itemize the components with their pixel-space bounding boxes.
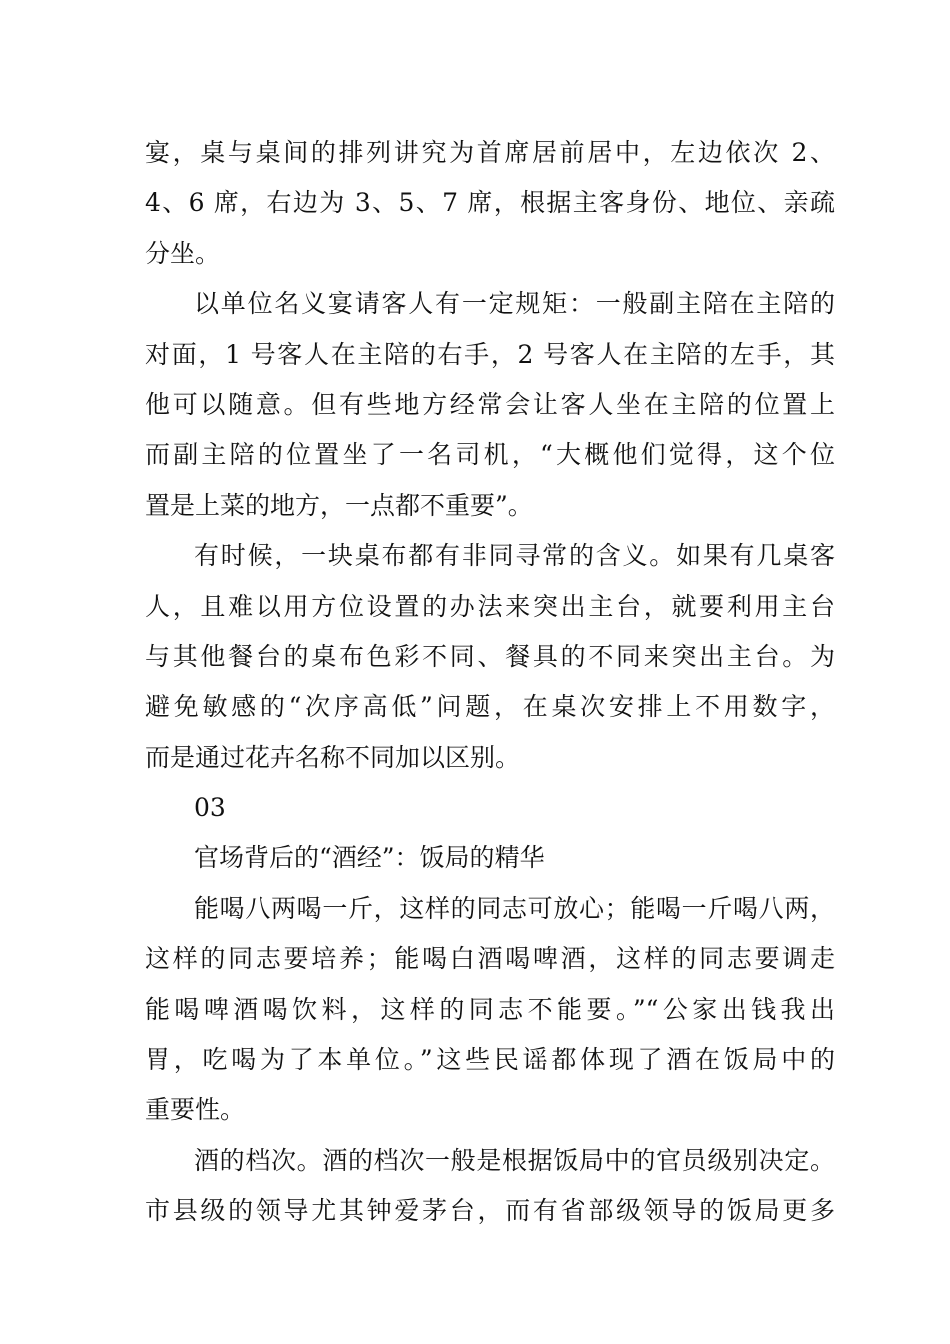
paragraph-liquor-grade bbox=[145, 1136, 835, 1237]
document-body bbox=[145, 128, 835, 1237]
text-line: 这样的同志要培养；能喝白酒喝啤酒，这样的同志要调走 bbox=[145, 944, 835, 974]
text-line: 避免敏感的“次序高低”问题，在桌次安排上不用数字， bbox=[145, 692, 835, 722]
text-line: 酒的档次。酒的档次一般是根据饭局中的官员级别决定。 bbox=[194, 1145, 835, 1175]
section-number bbox=[145, 783, 835, 833]
text-line: 而是通过花卉名称不同加以区别。 bbox=[145, 742, 521, 772]
text-line: 置是上菜的地方，一点都不重要”。 bbox=[145, 490, 533, 520]
paragraph-seating-order bbox=[145, 128, 835, 279]
text-line: 他可以随意。但有些地方经常会让客人坐在主陪的位置上 bbox=[145, 389, 835, 419]
text-line: 宴，桌与桌间的排列讲究为首席居前居中，左边依次 2、 bbox=[145, 138, 835, 167]
text-line: 重要性。 bbox=[145, 1095, 246, 1125]
section-heading-text: 官场背后的“酒经”：饭局的精华 bbox=[194, 843, 545, 873]
text-line: 能喝啤酒喝饮料，这样的同志不能要。”“公家出钱我出 bbox=[145, 994, 835, 1024]
text-line: 而副主陪的位置坐了一名司机，“大概他们觉得，这个位 bbox=[145, 440, 835, 470]
text-line: 4、6 席，右边为 3、5、7 席，根据主客身份、地位、亲疏 bbox=[145, 188, 835, 218]
text-line: 对面，1 号客人在主陪的右手，2 号客人在主陪的左手，其 bbox=[145, 339, 835, 369]
paragraph-drinking-rhymes bbox=[145, 884, 835, 1136]
paragraph-tablecloth bbox=[145, 531, 835, 783]
paragraph-unit-banquet-rules bbox=[145, 279, 835, 531]
section-number-text: 03 bbox=[194, 793, 226, 823]
section-heading bbox=[145, 833, 835, 883]
text-line: 市县级的领导尤其钟爱茅台，而有省部级领导的饭局更多 bbox=[145, 1196, 835, 1226]
text-line: 胃，吃喝为了本单位。”这些民谣都体现了酒在饭局中的 bbox=[145, 1045, 835, 1075]
text-line: 能喝八两喝一斤，这样的同志可放心；能喝一斤喝八两， bbox=[194, 893, 835, 923]
text-line: 以单位名义宴请客人有一定规矩：一般副主陪在主陪的 bbox=[194, 289, 835, 319]
text-line: 与其他餐台的桌布色彩不同、餐具的不同来突出主台。为 bbox=[145, 641, 835, 671]
text-line: 人，且难以用方位设置的办法来突出主台，就要利用主台 bbox=[145, 591, 835, 621]
text-line: 分坐。 bbox=[145, 238, 221, 268]
text-line: 有时候，一块桌布都有非同寻常的含义。如果有几桌客 bbox=[194, 541, 835, 571]
